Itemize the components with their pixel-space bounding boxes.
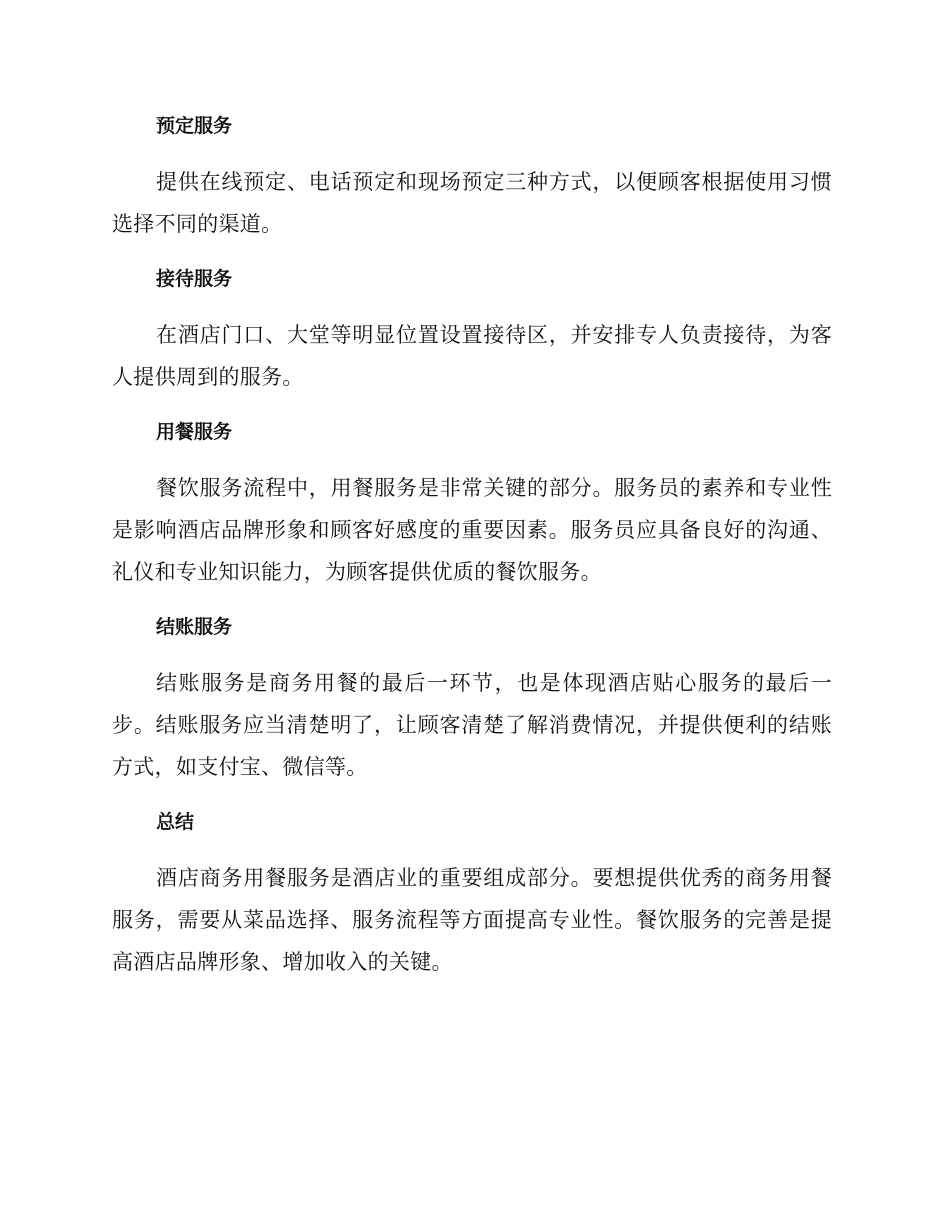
section-paragraph: 餐饮服务流程中，用餐服务是非常关键的部分。服务员的素养和专业性是影响酒店品牌形象和顾客好感度的重要因素。服务员应具备良好的沟通、礼仪和专业知识能力，为顾客提供优质的餐饮服务。 [112,476,832,584]
section-heading: 总结 [156,811,195,833]
section-reservation [112,108,832,245]
section-summary [112,804,832,983]
section-reception [112,261,832,398]
section-paragraph: 在酒店门口、大堂等明显位置设置接待区，并安排专人负责接待，为客人提供周到的服务。 [112,323,832,389]
section-paragraph: 提供在线预定、电话预定和现场预定三种方式，以便顾客根据使用习惯选择不同的渠道。 [112,170,832,236]
document-page [112,108,832,999]
section-heading: 结账服务 [156,616,233,638]
section-heading: 用餐服务 [156,421,233,443]
section-heading: 预定服务 [156,115,233,137]
section-paragraph: 酒店商务用餐服务是酒店业的重要组成部分。要想提供优秀的商务用餐服务，需要从菜品选择、服务流程等方面提高专业性。餐饮服务的完善是提高酒店品牌形象、增加收入的关键。 [112,866,832,974]
section-heading: 接待服务 [156,268,233,290]
section-checkout [112,609,832,788]
section-dining [112,414,832,593]
section-paragraph: 结账服务是商务用餐的最后一环节，也是体现酒店贴心服务的最后一步。结账服务应当清楚明了，让顾客清楚了解消费情况，并提供便利的结账方式，如支付宝、微信等。 [112,671,832,779]
